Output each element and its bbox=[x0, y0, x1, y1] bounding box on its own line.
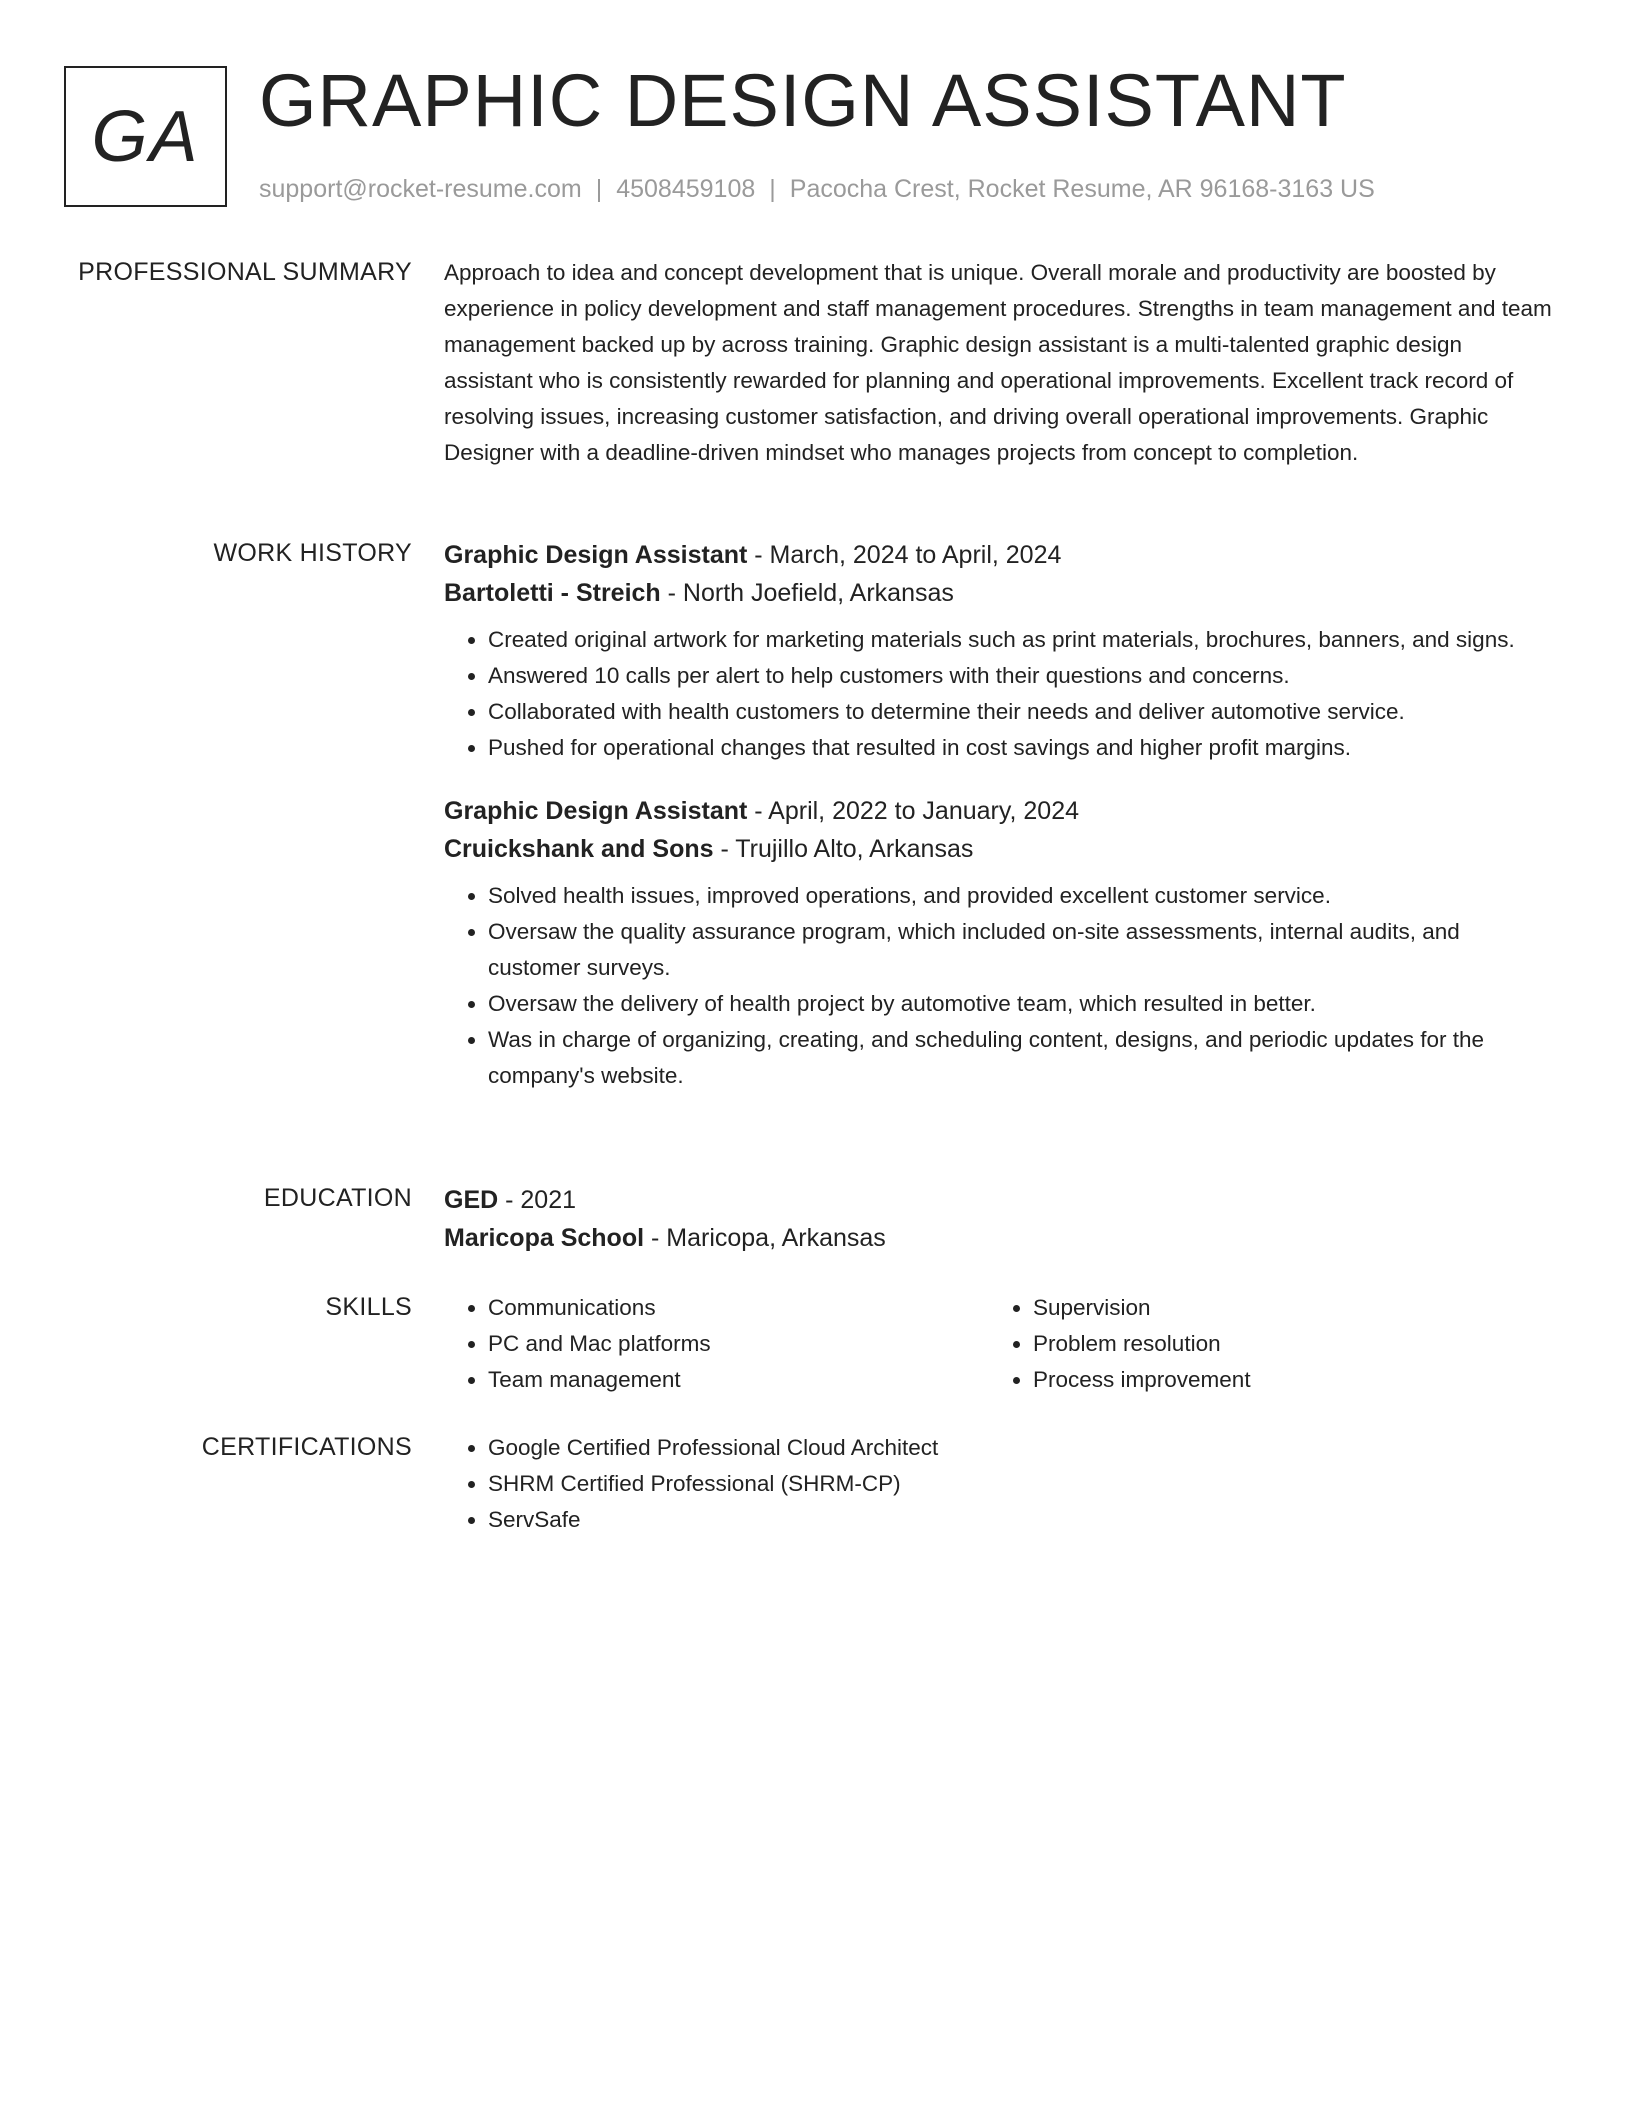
summary-text: Approach to idea and concept development that is unique. Overall morale and productivity are boosted by experience in policy development and staff management procedures. Strengths in team management and team management backed up by across training. Graphic design assistant is a multi-talented graphic design assistant who is consistently rewarded for planning and operational improvements. Excellent track record of resolving issues, increasing customer satisfaction, and driving overall operational improvements. Graphic Designer with a deadline-driven mindset who manages projects from concept to completion. bbox=[444, 260, 1552, 465]
certifications-list bbox=[444, 1430, 1554, 1538]
job-company-line bbox=[444, 830, 1554, 868]
job-company-line bbox=[444, 574, 1554, 612]
monogram-box bbox=[64, 66, 227, 207]
job-company: Cruickshank and Sons bbox=[444, 835, 714, 863]
job-entry bbox=[444, 536, 1554, 766]
education-degree: GED bbox=[444, 1186, 499, 1214]
education-school-line bbox=[444, 1219, 1554, 1257]
job-location: - North Joefield, Arkansas bbox=[660, 579, 954, 607]
job-dates: - April, 2022 to January, 2024 bbox=[747, 797, 1080, 825]
job-bullet: • Oversaw the quality assurance program, which included on-site assessments, internal audits, and customer surveys. bbox=[488, 914, 1554, 986]
job-bullet: • Answered 10 calls per alert to help customers with their questions and concerns. bbox=[488, 658, 1554, 694]
education-year: - 2021 bbox=[498, 1186, 577, 1214]
job-bullet: • Pushed for operational changes that resulted in cost savings and higher profit margins. bbox=[488, 730, 1554, 766]
contact-separator: | bbox=[769, 175, 776, 203]
skill-item: • Team management bbox=[488, 1362, 989, 1398]
section-heading-certifications: CERTIFICATIONS bbox=[201, 1433, 412, 1461]
section-heading-skills: SKILLS bbox=[325, 1293, 412, 1321]
section-heading-education: EDUCATION bbox=[263, 1184, 412, 1212]
certification-item: • ServSafe bbox=[488, 1502, 1554, 1538]
certification-item: • SHRM Certified Professional (SHRM-CP) bbox=[488, 1466, 1554, 1502]
skill-item: • Process improvement bbox=[1033, 1362, 1534, 1398]
skill-item: • Supervision bbox=[1033, 1290, 1534, 1326]
job-bullets bbox=[444, 622, 1554, 766]
contact-email: support@rocket-resume.com bbox=[259, 175, 582, 203]
job-title: Graphic Design Assistant bbox=[444, 797, 748, 825]
job-title-line bbox=[444, 792, 1554, 830]
skill-item: • Communications bbox=[488, 1290, 989, 1326]
job-title: Graphic Design Assistant bbox=[444, 541, 748, 569]
job-bullets bbox=[444, 878, 1554, 1094]
contact-phone: 4508459108 bbox=[616, 175, 756, 203]
skills-list-left bbox=[444, 1290, 989, 1398]
skill-item: • PC and Mac platforms bbox=[488, 1326, 989, 1362]
education-school: Maricopa School bbox=[444, 1224, 645, 1252]
job-location: - Trujillo Alto, Arkansas bbox=[713, 835, 974, 863]
section-heading-summary: PROFESSIONAL SUMMARY bbox=[78, 258, 412, 286]
monogram-initials: GA bbox=[91, 96, 200, 177]
candidate-name: GRAPHIC DESIGN ASSISTANT bbox=[259, 59, 1347, 142]
education-degree-line bbox=[444, 1181, 1554, 1219]
job-bullet: • Oversaw the delivery of health project by automotive team, which resulted in better. bbox=[488, 986, 1554, 1022]
education-location: - Maricopa, Arkansas bbox=[644, 1224, 886, 1252]
skills-list-right bbox=[989, 1290, 1534, 1398]
skill-item: • Problem resolution bbox=[1033, 1326, 1534, 1362]
section-heading-work-history: WORK HISTORY bbox=[213, 539, 412, 567]
job-dates: - March, 2024 to April, 2024 bbox=[747, 541, 1062, 569]
certification-item: • Google Certified Professional Cloud Architect bbox=[488, 1430, 1554, 1466]
job-title-line bbox=[444, 536, 1554, 574]
job-bullet: • Solved health issues, improved operations, and provided excellent customer service. bbox=[488, 878, 1554, 914]
job-bullet: • Collaborated with health customers to determine their needs and deliver automotive service. bbox=[488, 694, 1554, 730]
job-bullet: • Was in charge of organizing, creating, and scheduling content, designs, and periodic updates for the company's website. bbox=[488, 1022, 1554, 1094]
contact-separator: | bbox=[595, 175, 603, 203]
contact-line bbox=[259, 173, 1375, 205]
job-bullet: • Created original artwork for marketing materials such as print materials, brochures, banners, and signs. bbox=[488, 622, 1554, 658]
contact-address: Pacocha Crest, Rocket Resume, AR 96168-3163 US bbox=[789, 175, 1375, 203]
job-company: Bartoletti - Streich bbox=[444, 579, 661, 607]
job-entry bbox=[444, 792, 1554, 1094]
